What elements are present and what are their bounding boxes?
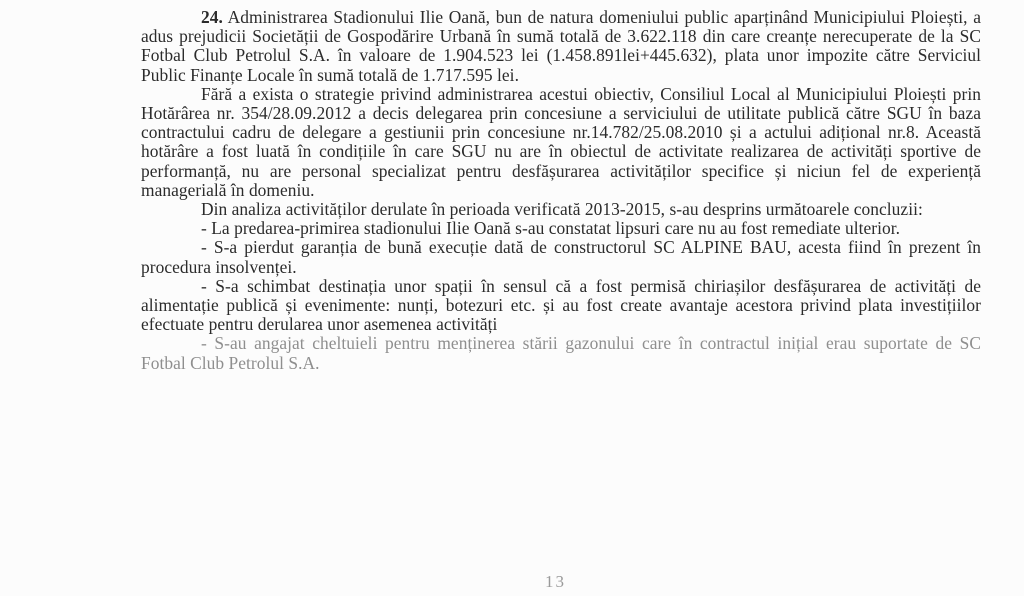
paragraph-section-24 — [141, 8, 981, 85]
page-number: 13 — [545, 572, 566, 591]
conclusion-item: - La predarea-primirea stadionului Ilie Oană s-au constatat lipsuri care nu au fost remediate ulterior. — [201, 218, 901, 239]
section-number: 24. — [201, 7, 223, 27]
paragraph-analysis-intro: Din analiza activităților derulate în perioada verificată 2013-2015, s-au desprins următoarele concluzii: — [201, 199, 923, 220]
document-body — [141, 8, 981, 373]
paragraph-text: Administrarea Stadionului Ilie Oană, bun de natura domeniului public aparținând Municipiului Ploiești, a adus prejudicii Societății de Gospodărire Urbană în sumă totală de 3.622.118 din care creanțe nerecuperate de la SC Fotbal Club Petrolul S.A. în valoare de 1.904.523 lei (1.458.891lei+445.632), plata unor impozite către Serviciul Public Finanțe Locale în sumă totală de 1.717.595 lei. — [141, 7, 981, 85]
paragraph-strategy: Fără a exista o strategie privind administrarea acestui obiectiv, Consiliul Local al Municipiului Ploiești prin Hotărârea nr. 354/28.09.2012 a decis delegarea prin concesiune a serviciului de utilitate publică către SGU în baza contractului cadru de delegare a gestiunii prin concesiune nr.14.782/25.08.2010 și a actului adițional nr.8. Această hotărâre a fost luată în condițiile în care SGU nu are în obiectul de activitate realizarea de activități sportive de performanță, nu are personal specializat pentru desfășurarea activităților specifice și niciun fel de experiență managerială în domeniu. — [141, 83, 981, 200]
conclusion-item-faded: - S-au angajat cheltuieli pentru menținerea stării gazonului care în contractul inițial erau suportate de SC Fotbal Club Petrolul S.A. — [141, 333, 981, 373]
conclusion-item: - S-a schimbat destinația unor spații în sensul că a fost permisă chiriașilor desfășurarea de activități de alimentație publică și evenimente: nunți, botezuri etc. și au fost create avantaje acestora privind plata investițiilor efectuate pentru derularea unor asemenea activități — [141, 275, 981, 335]
conclusion-item: - S-a pierdut garanția de bună execuție dată de constructorul SC ALPINE BAU, acesta fiind în prezent în procedura insolvenței. — [141, 237, 981, 277]
